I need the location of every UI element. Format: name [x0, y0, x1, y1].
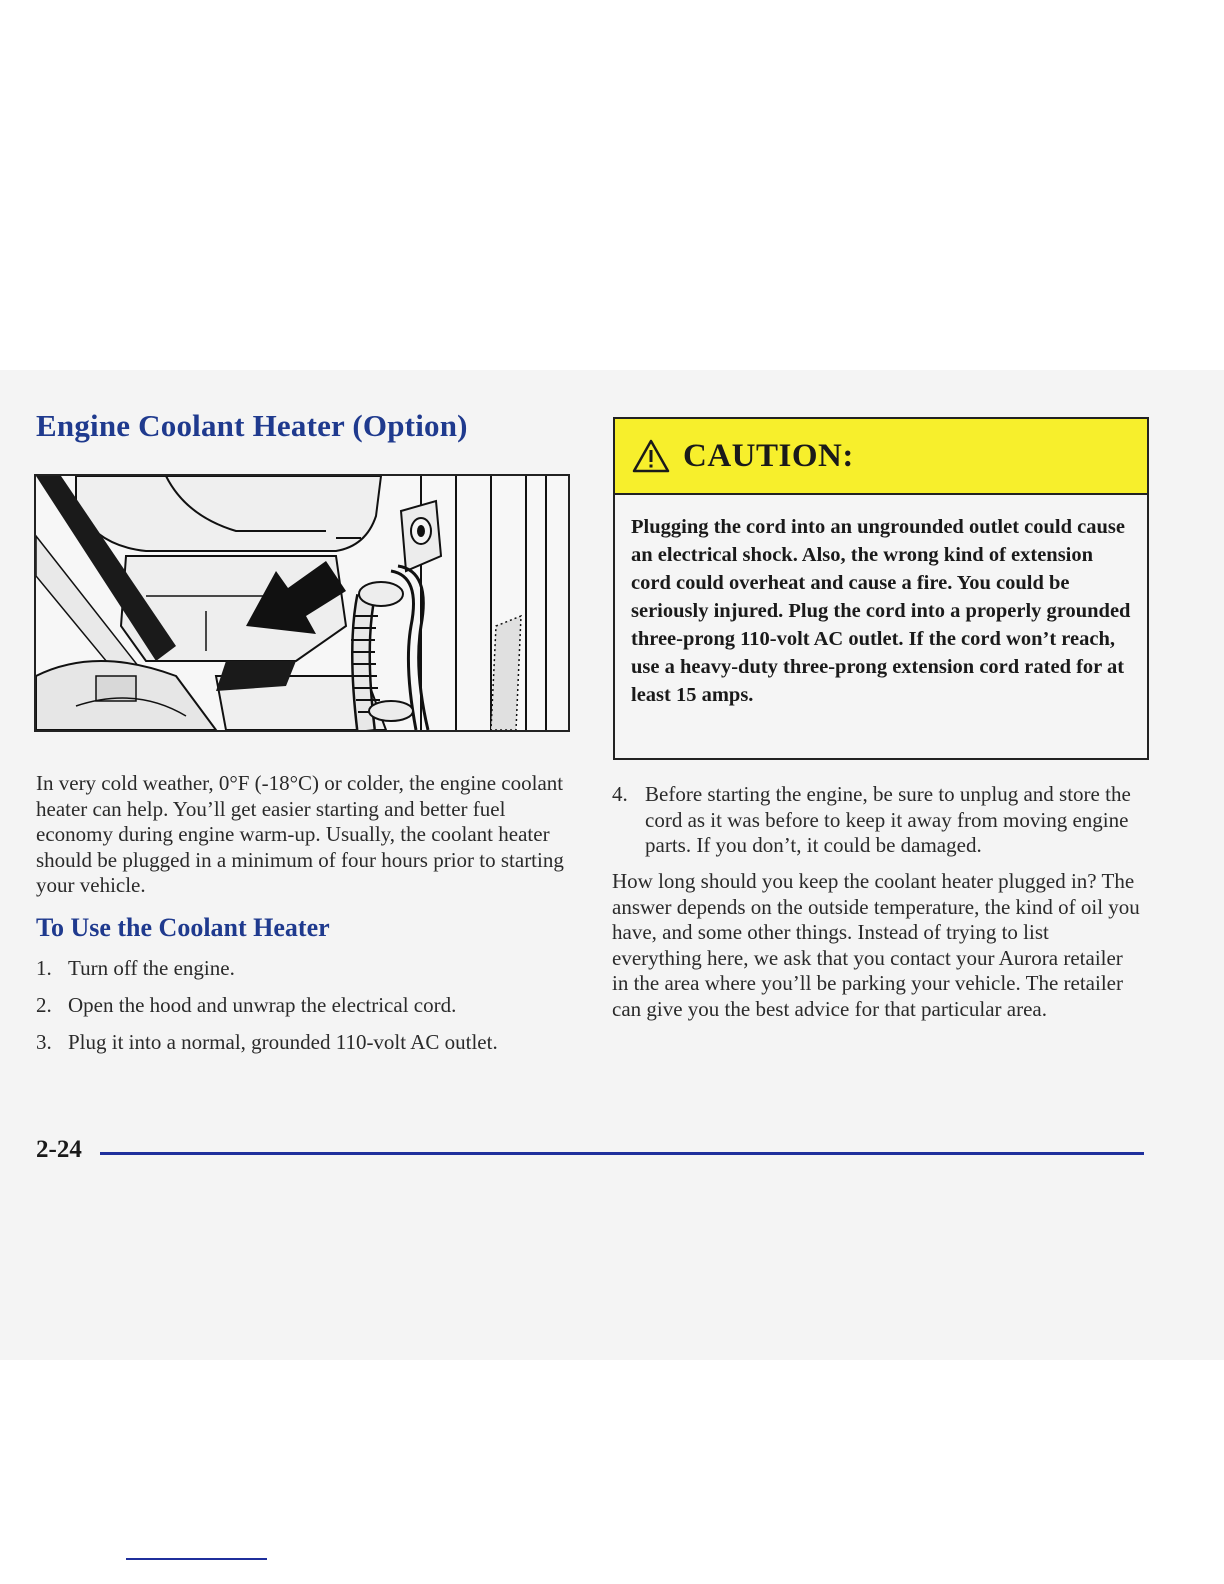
- step-number: 3.: [36, 1030, 52, 1054]
- closing-paragraph: How long should you keep the coolant heater plugged in? The answer depends on the outside temperature, the kind of oil you have, and some other things. Instead of trying to list everything here, we ask that you contact your Aurora retailer in the area where you’ll be parking your vehicle. The retailer can give you the best advice for that particular area.: [612, 869, 1140, 1021]
- warning-triangle-icon: [631, 438, 671, 474]
- step-number: 4.: [612, 782, 628, 806]
- caution-box: [613, 417, 1149, 760]
- step-number: 2.: [36, 993, 52, 1017]
- caution-header: [615, 419, 1147, 495]
- engine-illustration: [34, 474, 570, 732]
- list-item: [36, 993, 576, 1019]
- list-item: [36, 1030, 576, 1056]
- list-item: [612, 782, 1152, 859]
- step-text: Turn off the engine.: [68, 956, 235, 980]
- subheading: To Use the Coolant Heater: [36, 913, 330, 942]
- footer-rule: [100, 1152, 1144, 1155]
- caution-text: Plugging the cord into an ungrounded outlet could cause an electrical shock. Also, the wrong kind of extension cord could overheat and cause a fire. You could be seriously injured. Plug the cord into a properly grounded three-prong 110-volt AC outlet. If the cord won’t reach, use a heavy-duty three-prong extension cord rated for at least 15 amps.: [631, 516, 1131, 706]
- page-title: Engine Coolant Heater (Option): [36, 408, 468, 443]
- intro-paragraph: In very cold weather, 0°F (-18°C) or colder, the engine coolant heater can help. You’ll get easier starting and better fuel economy during engine warm-up. Usually, the coolant heater should be plugged in a minimum of four hours prior to starting your vehicle.: [36, 771, 564, 897]
- step-number: 1.: [36, 956, 52, 980]
- step-text: Plug it into a normal, grounded 110-volt AC outlet.: [68, 1030, 498, 1054]
- page-number: 2-24: [36, 1136, 82, 1163]
- step-text: Before starting the engine, be sure to unplug and store the cord as it was before to keep it away from moving engine parts. If you don’t, it could be damaged.: [645, 782, 1131, 857]
- steps-list-continued: [612, 782, 1152, 859]
- steps-list: [36, 956, 576, 1067]
- bottom-rule: [126, 1558, 267, 1560]
- list-item: [36, 956, 576, 982]
- caution-label: CAUTION:: [683, 437, 854, 474]
- step-text: Open the hood and unwrap the electrical cord.: [68, 993, 457, 1017]
